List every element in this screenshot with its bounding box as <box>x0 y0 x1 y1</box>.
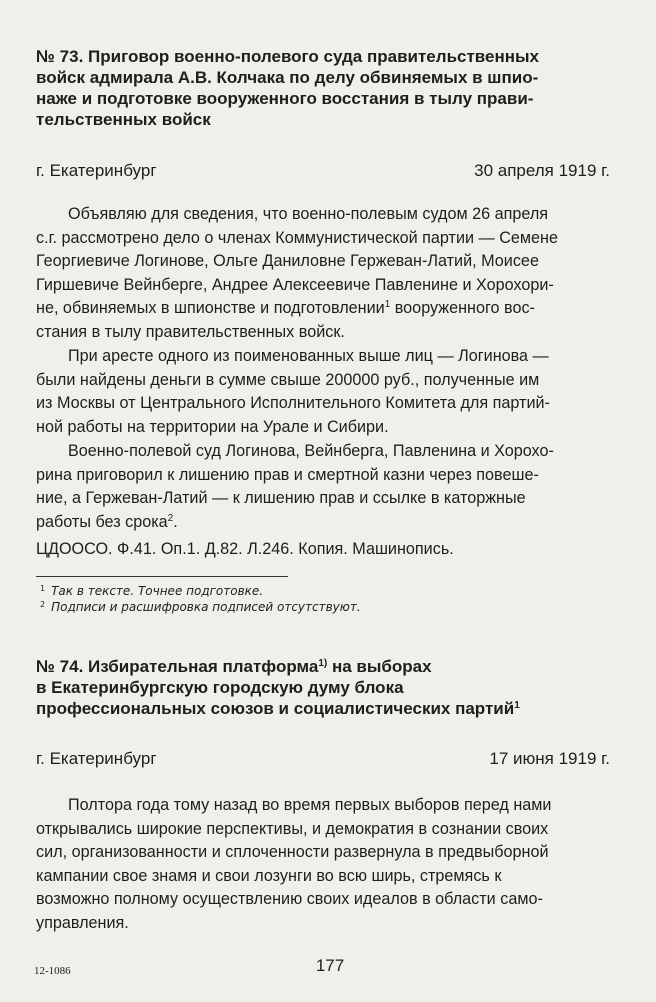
title-fragment: на выборах <box>331 657 432 676</box>
doc73-date: 30 апреля 1919 г. <box>474 161 610 180</box>
text-line: Георгиевиче Логинове, Ольге Даниловне Гержеван-Латий, Моисее <box>36 252 539 270</box>
text-fragment: не, обвиняемых в шпионстве и подготовлении <box>36 299 385 317</box>
footnote-text: Так в тексте. Точнее подготовке. <box>51 584 264 598</box>
text-line: кампании свое знамя и свои лозунги во всю ширь, стремясь к <box>36 866 502 885</box>
text-line: из Москвы от Центрального Исполнительного Комитета для партий- <box>36 394 550 412</box>
text-line: Гиршевиче Вейнберге, Андрее Алексеевиче Павленине и Хорохори- <box>36 275 554 294</box>
doc74-place: г. Екатеринбург <box>36 749 157 768</box>
footnote-ref: 1 <box>384 299 391 310</box>
footnote-text: Подписи и расшифровка подписей отсутствуют. <box>51 600 361 614</box>
doc73-title-line: наже и подготовке вооруженного восстания в тылу прави- <box>36 89 534 108</box>
text-line: рина приговорил к лишению прав и смертной казни через повеше- <box>36 465 539 484</box>
text-line: Полтора года тому назад во время первых выборов перед нами <box>68 796 552 814</box>
text-line: возможно полному осуществлению своих идеалов в области само- <box>36 890 543 908</box>
printer-sheet-mark: 12-1086 <box>34 965 71 977</box>
text-line: открывались широкие перспективы, и демократия в сознании своих <box>36 819 549 838</box>
text-line: были найдены деньги в сумме свыше 200000 руб., полученные им <box>36 370 540 389</box>
doc73-place: г. Екатеринбург <box>36 161 157 180</box>
footnote-ref: 1) <box>318 658 328 669</box>
text-line: Объявляю для сведения, что военно-полевым судом 26 апреля <box>68 205 549 223</box>
text-fragment: . <box>173 512 178 531</box>
text-line <box>36 297 612 321</box>
doc73-paragraph-2 <box>36 345 612 439</box>
doc74-title-line <box>36 698 616 719</box>
text-line: ной работы на территории на Урале и Сибири. <box>36 417 389 436</box>
footnote-ref: 2 <box>167 512 174 524</box>
doc73-title <box>36 46 616 130</box>
title-fragment: профессиональных союзов и социалистических партий <box>36 699 515 718</box>
text-line <box>36 511 612 535</box>
doc74-title-line <box>36 656 616 677</box>
footnotes <box>40 582 600 614</box>
footnote-ref: 1 <box>514 700 520 711</box>
text-line: При аресте одного из поименованных выше лиц — Логинова — <box>68 347 549 365</box>
page-number: 177 <box>315 956 345 975</box>
text-line: Военно-полевой суд Логинова, Вейнберга, Павленина и Хорохо- <box>68 442 554 460</box>
doc73-paragraph-1 <box>36 203 612 344</box>
text-fragment: вооруженного вос- <box>394 299 535 317</box>
doc73-title-line: № 73. Приговор военно-полевого суда правительственных <box>36 47 539 66</box>
title-fragment: № 74. Избирательная платформа <box>36 657 319 676</box>
footnote-number: 1 <box>40 584 46 593</box>
text-line: с.г. рассмотрено дело о членах Коммунистической партии — Семене <box>36 228 558 247</box>
footnote <box>40 582 600 598</box>
text-line: управления. <box>36 913 129 932</box>
footnote-number: 2 <box>40 600 46 609</box>
doc74-title <box>36 656 616 719</box>
text-line: стания в тылу правительственных войск. <box>36 322 345 341</box>
doc74-date: 17 июня 1919 г. <box>489 749 610 768</box>
doc74-title-line: в Екатеринбургскую городскую думу блока <box>36 678 404 697</box>
footnote <box>40 598 600 614</box>
doc73-title-line: войск адмирала А.В. Колчака по делу обвиняемых в шпио- <box>36 68 539 87</box>
text-line: сил, организованности и сплоченности развернула в предвыборной <box>36 843 549 861</box>
doc73-paragraph-3 <box>36 440 612 534</box>
footnote-divider <box>36 576 288 577</box>
text-fragment: работы без срока <box>36 512 168 531</box>
archive-reference: ЦДООСО. Ф.41. Оп.1. Д.82. Л.246. Копия. Машинопись. <box>36 540 454 558</box>
text-line: ние, а Гержеван-Латий — к лишению прав и ссылке в каторжные <box>36 489 526 507</box>
doc74-paragraph-1 <box>36 794 612 935</box>
doc73-title-line: тельственных войск <box>36 110 211 129</box>
